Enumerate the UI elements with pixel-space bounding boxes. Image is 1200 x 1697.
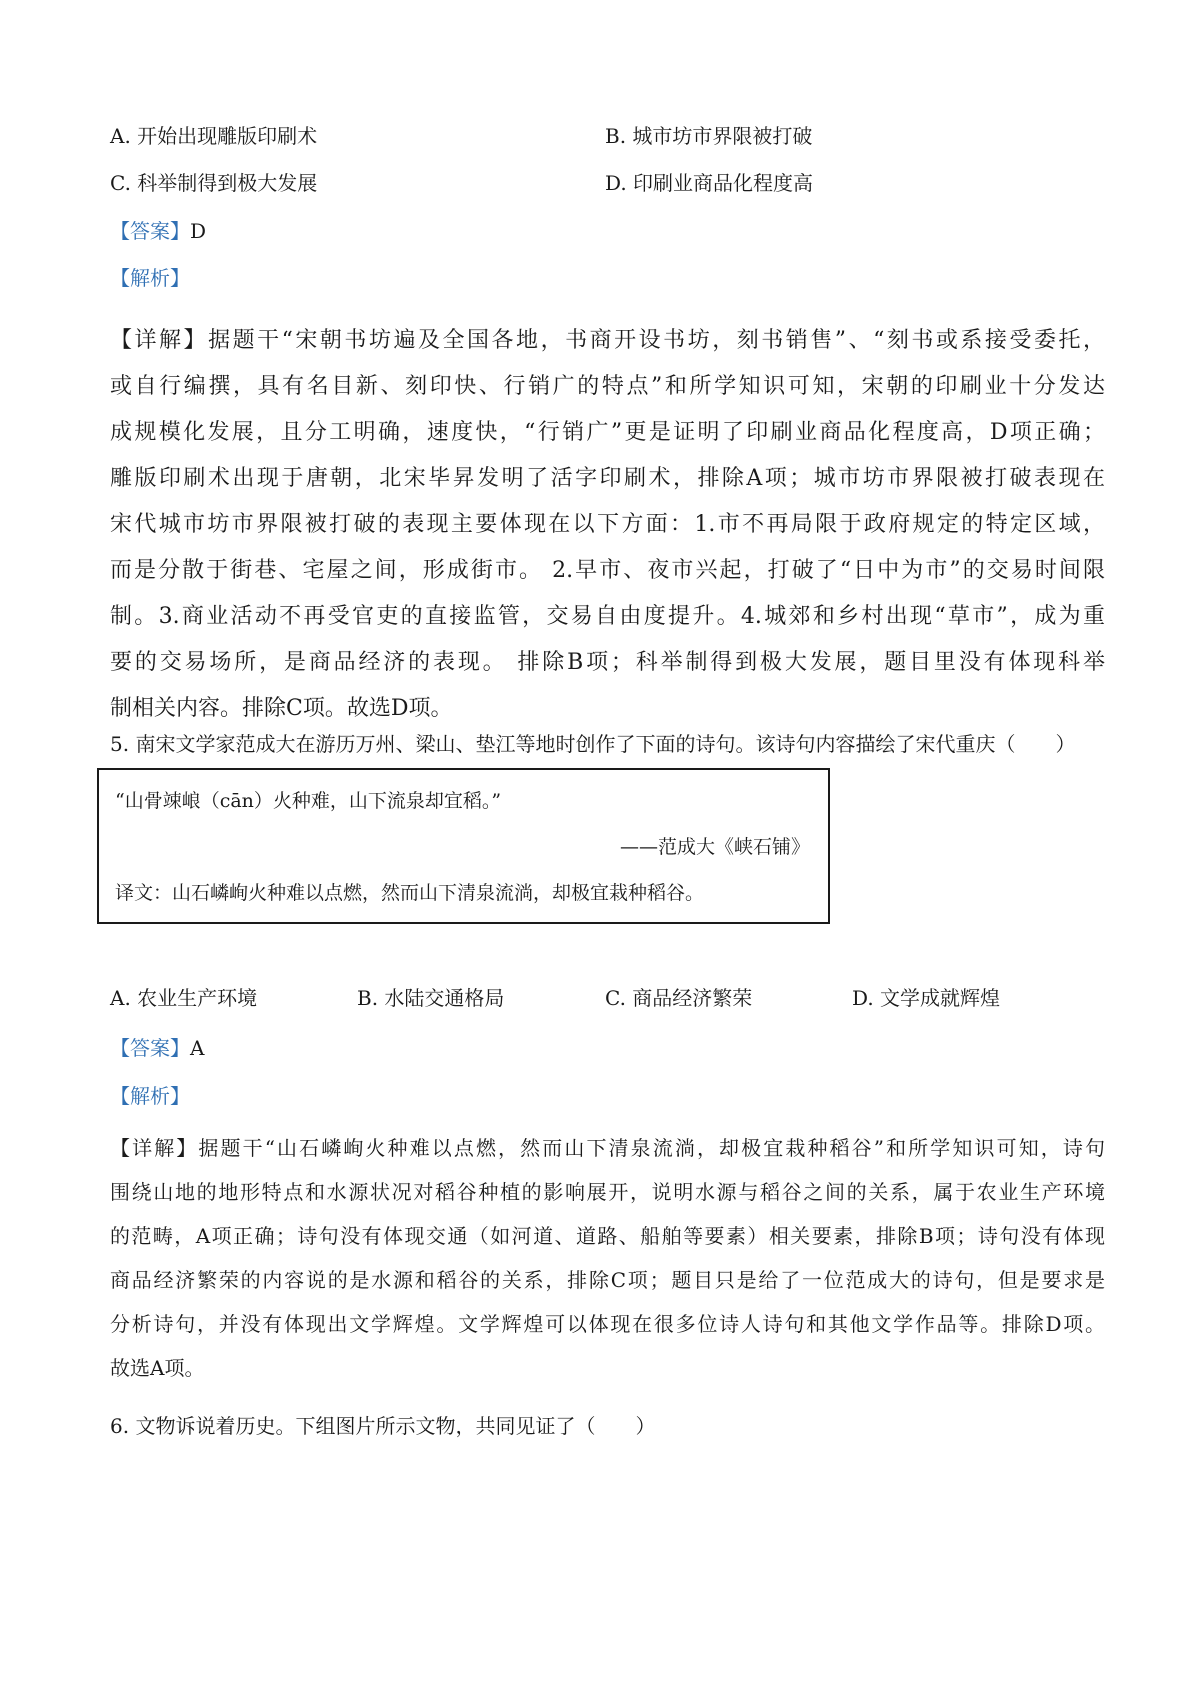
q5-detail-line: 商品经济繁荣的内容说的是水源和稻谷的关系，排除C项；题目只是给了一位范成大的诗句，但是要求是 (110, 1268, 1105, 1292)
q5-poem-source: ——范成大《峡石铺》 (619, 836, 810, 858)
q5-poem-line: “山骨竦㟍（cān）火种难，山下流泉却宜稻。” (115, 790, 502, 812)
q4-answer-value: D (190, 219, 207, 243)
q5-option-c: C. 商品经济繁荣 (605, 986, 753, 1010)
q4-detail-line: 要的交易场所，是商品经济的表现。 排除B项；科举制得到极大发展，题目里没有体现科举 (110, 650, 1105, 675)
q4-detail-line: 制。3.商业活动不再受官吏的直接监管，交易自由度提升。4.城郊和乡村出现“草市”，成为重 (110, 604, 1105, 629)
q5-option-b: B. 水陆交通格局 (357, 986, 505, 1010)
q5-answer-label: 【答案】 (110, 1036, 190, 1060)
q5-detail-line: 故选A项。 (110, 1356, 205, 1380)
q5-detail-line: 分析诗句，并没有体现出文学辉煌。文学辉煌可以体现在很多位诗人诗句和其他文学作品等。排除D项。 (110, 1312, 1105, 1336)
q5-detail-line: 的范畴，A项正确；诗句没有体现交通（如河道、道路、船舶等要素）相关要素，排除B项；诗句没有体现 (110, 1224, 1105, 1248)
q5-poem-translation: 译文：山石嶙峋火种难以点燃，然而山下清泉流淌，却极宜栽种稻谷。 (115, 882, 705, 904)
q5-answer (110, 1034, 204, 1062)
q4-detail (110, 318, 1105, 732)
q5-analysis-label: 【解析】 (110, 1084, 190, 1108)
q4-detail-line: 宋代城市坊市界限被打破的表现主要体现在以下方面：1.市不再局限于政府规定的特定区域， (110, 512, 1105, 537)
q4-detail-line: 【详解】据题干“宋朝书坊遍及全国各地，书商开设书坊，刻书销售”、“刻书或系接受委托， (110, 328, 1105, 353)
q5-option-d: D. 文学成就辉煌 (852, 986, 1001, 1010)
q4-detail-line: 雕版印刷术出现于唐朝，北宋毕昇发明了活字印刷术，排除A项；城市坊市界限被打破表现在 (110, 466, 1105, 491)
q4-detail-line: 制相关内容。排除C项。故选D项。 (110, 696, 453, 721)
q4-detail-line: 或自行编撰，具有名目新、刻印快、行销广的特点”和所学知识可知，宋朝的印刷业十分发达 (110, 374, 1105, 399)
q5-detail (110, 1126, 1105, 1390)
q6-stem: 6. 文物诉说着历史。下组图片所示文物，共同见证了（ ） (110, 1414, 656, 1438)
q4-analysis (110, 264, 190, 292)
q4-option-c: C. 科举制得到极大发展 (110, 171, 318, 195)
q4-option-a: A. 开始出现雕版印刷术 (110, 124, 318, 148)
q4-analysis-label: 【解析】 (110, 266, 190, 290)
q5-option-a: A. 农业生产环境 (110, 986, 258, 1010)
q4-answer (110, 217, 206, 245)
q4-detail-line: 而是分散于街巷、宅屋之间，形成街市。 2.早市、夜市兴起，打破了“日中为市”的交易时间限 (110, 558, 1105, 583)
q5-detail-line: 【详解】据题干“山石嶙峋火种难以点燃，然而山下清泉流淌，却极宜栽种稻谷”和所学知识可知，诗句 (110, 1136, 1105, 1160)
q5-poem-box (97, 768, 830, 924)
q4-option-d: D. 印刷业商品化程度高 (605, 171, 814, 195)
q4-answer-label: 【答案】 (110, 219, 190, 243)
q4-option-b: B. 城市坊市界限被打破 (605, 124, 813, 148)
q5-stem: 5. 南宋文学家范成大在游历万州、梁山、垫江等地时创作了下面的诗句。该诗句内容描绘了宋代重庆（ ） (110, 732, 1076, 756)
q4-detail-line: 成规模化发展，且分工明确，速度快，“行销广”更是证明了印刷业商品化程度高，D项正确； (110, 420, 1105, 445)
q5-answer-value: A (190, 1036, 205, 1060)
q5-detail-line: 围绕山地的地形特点和水源状况对稻谷种植的影响展开，说明水源与稻谷之间的关系，属于农业生产环境 (110, 1180, 1105, 1204)
q5-analysis (110, 1082, 190, 1110)
